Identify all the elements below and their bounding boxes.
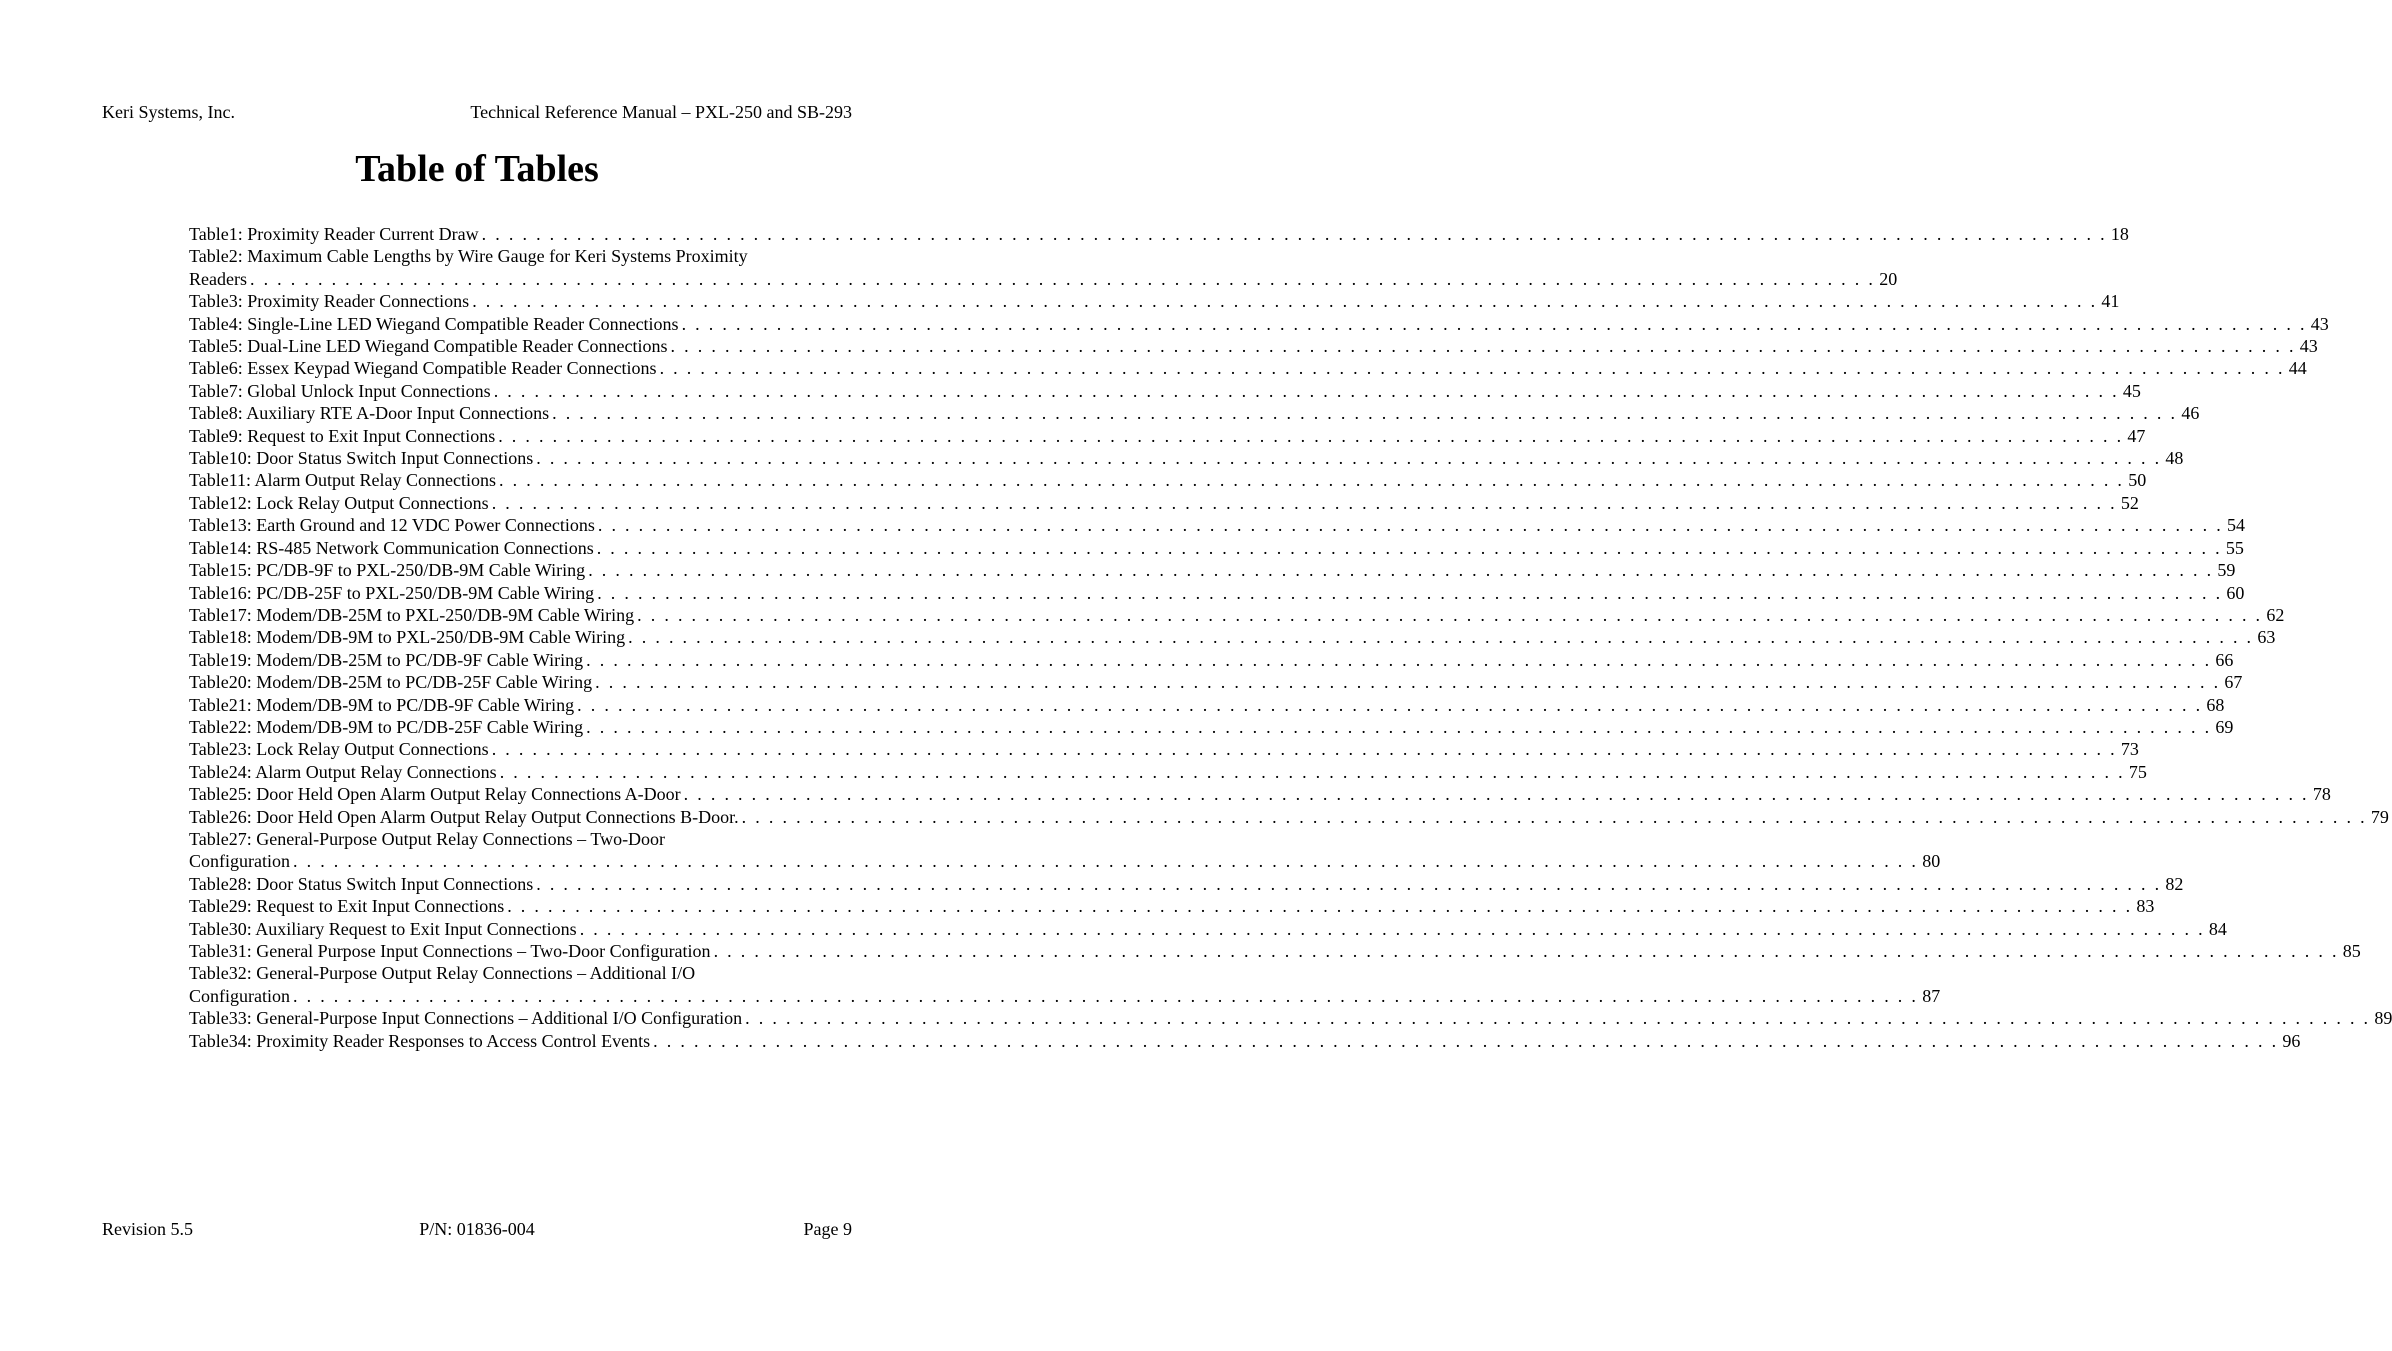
toc-entry[interactable]	[189, 335, 2318, 357]
toc-entry-line	[189, 806, 2389, 828]
dot-leader: . . . . . . . . . . . . . . . . . . . . . . . . . . . . . . . . . . . . . . . . . . . . . . . . . . . . . . . . . . . . . . . . . . . . . . . . . . . . . . . . . . . . . . . . . . . . . . . . . . . . . . . . . . . . . . . . . . . . . . . .	[683, 784, 2309, 805]
toc-entry-line	[189, 716, 2234, 738]
toc-entry-title: Table5: Dual-Line LED Wiegand Compatible Reader Connections	[189, 336, 668, 357]
dot-leader: . . . . . . . . . . . . . . . . . . . . . . . . . . . . . . . . . . . . . . . . . . . . . . . . . . . . . . . . . . . . . . . . . . . . . . . . . . . . . . . . . . . . . . . . . . . . . . . . . . . . . . . . . . . . . . . . . . . . . . . .	[670, 336, 2296, 357]
toc-entry-line	[189, 223, 2129, 245]
toc-entry[interactable]	[189, 761, 2147, 783]
toc-entry-page-number: 69	[2215, 716, 2234, 737]
toc-entry[interactable]	[189, 649, 2234, 671]
toc-entry-page-number: 48	[2165, 448, 2184, 469]
toc-entry-page-number: 66	[2215, 649, 2234, 670]
toc-entry-title: Table10: Door Status Switch Input Connections	[189, 448, 534, 469]
toc-entry-page-number: 75	[2128, 761, 2147, 782]
toc-entry-title: Table23: Lock Relay Output Connections	[189, 739, 489, 760]
toc-entry-line	[189, 402, 2200, 424]
toc-entry[interactable]	[189, 492, 2139, 514]
toc-entry-title: Table29: Request to Exit Input Connections	[189, 896, 505, 917]
toc-entry-page-number: 62	[2266, 604, 2285, 625]
toc-entry-page-number: 54	[2227, 515, 2246, 536]
toc-entry-line	[189, 313, 2329, 335]
toc-entry-line	[189, 604, 2285, 626]
toc-entry-line	[189, 335, 2318, 357]
toc-entry-title: Table4: Single-Line LED Wiegand Compatible Reader Connections	[189, 313, 679, 334]
toc-entry-line	[189, 626, 2276, 648]
dot-leader: . . . . . . . . . . . . . . . . . . . . . . . . . . . . . . . . . . . . . . . . . . . . . . . . . . . . . . . . . . . . . . . . . . . . . . . . . . . . . . . . . . . . . . . . . . . . . . . . . . . . . . . . . . . . . . . . . . . . . . . .	[586, 649, 2212, 670]
dot-leader: . . . . . . . . . . . . . . . . . . . . . . . . . . . . . . . . . . . . . . . . . . . . . . . . . . . . . . . . . . . . . . . . . . . . . . . . . . . . . . . . . . . . . . . . . . . . . . . . . . . . . . . . . . . . . . . . . . . . . . . .	[536, 448, 2162, 469]
toc-entry[interactable]	[189, 357, 2307, 379]
toc-entry[interactable]	[189, 738, 2139, 760]
toc-entry-line	[189, 537, 2244, 559]
toc-entry-line	[189, 918, 2227, 940]
header-manual-title: Technical Reference Manual – PXL-250 and SB-293	[470, 102, 852, 122]
toc-entry-line	[189, 985, 1941, 1007]
toc-entry[interactable]	[189, 559, 2236, 581]
toc-entry-line	[189, 559, 2236, 581]
toc-entry-title: Table1: Proximity Reader Current Draw	[189, 224, 479, 244]
page-footer	[102, 1217, 852, 1241]
toc-entry-line	[189, 895, 2155, 917]
toc-entry-title: Table19: Modem/DB-25M to PC/DB-9F Cable Wiring	[189, 649, 584, 670]
toc-entry-page-number: 67	[2224, 672, 2243, 693]
toc-entry[interactable]	[189, 1030, 2301, 1052]
header-company: Keri Systems, Inc.	[102, 102, 235, 122]
toc-entry-title: Table34: Proximity Reader Responses to Access Control Events	[189, 1030, 651, 1051]
toc-entry-title: Table7: Global Unlock Input Connections	[189, 380, 491, 401]
toc-entry-page-number: 20	[1879, 268, 1898, 289]
toc-entry-page-number: 83	[2136, 896, 2155, 917]
toc-entry-page-number: 68	[2206, 694, 2225, 715]
toc-entry[interactable]	[189, 626, 2276, 648]
footer-page-number: Page 9	[803, 1219, 852, 1239]
footer-revision: Revision 5.5	[102, 1219, 194, 1239]
toc-entry-title: Table33: General-Purpose Input Connections – Additional I/O Configuration	[189, 1008, 743, 1029]
toc-entry-title: Table20: Modem/DB-25M to PC/DB-25F Cable Wiring	[189, 672, 593, 693]
toc-entry-line	[189, 290, 2120, 312]
toc-entry-page-number: 89	[2374, 1008, 2392, 1029]
toc-entry-line	[189, 447, 2184, 469]
dot-leader: . . . . . . . . . . . . . . . . . . . . . . . . . . . . . . . . . . . . . . . . . . . . . . . . . . . . . . . . . . . . . . . . . . . . . . . . . . . . . . . . . . . . . . . . . . . . . . . . . . . . . . . . . . . . . . . . . . . . . . . .	[637, 604, 2263, 625]
toc-entry-page-number: 55	[2225, 537, 2244, 558]
toc-entry-page-number: 59	[2217, 560, 2236, 581]
toc-entry-page-number: 82	[2165, 873, 2184, 894]
toc-entry-title: Table22: Modem/DB-9M to PC/DB-25F Cable Wiring	[189, 716, 584, 737]
toc-entry-title-line: Table32: General-Purpose Output Relay Connections – Additional I/O	[189, 963, 696, 984]
toc-entry-title: Configuration	[189, 851, 290, 872]
toc-entry[interactable]	[189, 290, 2120, 312]
toc-entry-title: Table9: Request to Exit Input Connections	[189, 425, 496, 446]
footer-part-number: P/N: 01836-004	[419, 1219, 535, 1239]
toc-entry-title: Table15: PC/DB-9F to PXL-250/DB-9M Cable Wiring	[189, 560, 586, 581]
toc-entry-line	[189, 850, 1941, 872]
dot-leader: . . . . . . . . . . . . . . . . . . . . . . . . . . . . . . . . . . . . . . . . . . . . . . . . . . . . . . . . . . . . . . . . . . . . . . . . . . . . . . . . . . . . . . . . . . . . . . . . . . . . . . . . . . . . . . . . . . . . . . . .	[498, 425, 2124, 446]
table-of-tables-list	[189, 223, 2392, 1052]
toc-entry[interactable]	[189, 806, 2389, 828]
toc-entry-page-number: 41	[2101, 291, 2120, 312]
toc-entry-title: Table26: Door Held Open Alarm Output Relay Output Connections B-Door.	[189, 806, 739, 827]
toc-entry-line	[189, 761, 2147, 783]
toc-entry-title-line: Table2: Maximum Cable Lengths by Wire Gauge for Keri Systems Proximity	[189, 246, 748, 267]
dot-leader: . . . . . . . . . . . . . . . . . . . . . . . . . . . . . . . . . . . . . . . . . . . . . . . . . . . . . . . . . . . . . . . . . . . . . . . . . . . . . . . . . . . . . . . . . . . . . . . . . . . . . . . . . . . . . . . . . . . . . . . .	[499, 470, 2125, 491]
toc-entry-page-number: 87	[1922, 985, 1941, 1006]
toc-entry[interactable]	[189, 694, 2225, 716]
toc-entry-page-number: 96	[2282, 1030, 2301, 1051]
toc-entry[interactable]	[189, 313, 2329, 335]
toc-entry[interactable]	[189, 783, 2331, 805]
dot-leader: . . . . . . . . . . . . . . . . . . . . . . . . . . . . . . . . . . . . . . . . . . . . . . . . . . . . . . . . . . . . . . . . . . . . . . . . . . . . . . . . . . . . . . . . . . . . . . . . . . . . . . . . . . . . . . . . . . . . . . . .	[491, 739, 2117, 760]
toc-entry-page-number: 84	[2208, 918, 2227, 939]
dot-leader: . . . . . . . . . . . . . . . . . . . . . . . . . . . . . . . . . . . . . . . . . . . . . . . . . . . . . . . . . . . . . . . . . . . . . . . . . . . . . . . . . . . . . . . . . . . . . . . . . . . . . . . . . . . . . . . . . . . . . . . .	[628, 627, 2254, 648]
toc-entry-title: Table13: Earth Ground and 12 VDC Power Connections	[189, 515, 595, 536]
toc-entry-line	[189, 694, 2225, 716]
toc-entry[interactable]	[189, 469, 2147, 491]
toc-entry-title: Readers	[189, 268, 247, 289]
toc-entry[interactable]	[189, 1007, 2392, 1029]
toc-entry-line	[189, 469, 2147, 491]
toc-entry-page-number: 45	[2122, 380, 2141, 401]
dot-leader: . . . . . . . . . . . . . . . . . . . . . . . . . . . . . . . . . . . . . . . . . . . . . . . . . . . . . . . . . . . . . . . . . . . . . . . . . . . . . . . . . . . . . . . . . . . . . . . . . . . . . . . . . . . . . . . . . . . . . . . .	[472, 291, 2098, 312]
toc-entry-page-number: 43	[2299, 336, 2318, 357]
toc-entry[interactable]	[189, 828, 1941, 873]
toc-entry-page-number: 73	[2120, 739, 2139, 760]
dot-leader: . . . . . . . . . . . . . . . . . . . . . . . . . . . . . . . . . . . . . . . . . . . . . . . . . . . . . . . . . . . . . . . . . . . . . . . . . . . . . . . . . . . . . . . . . . . . . . . . . . . . . . . . . . . . . . . . . . . . . . . .	[293, 985, 1919, 1006]
toc-entry-title: Table30: Auxiliary Request to Exit Input Connections	[189, 918, 577, 939]
toc-entry[interactable]	[189, 402, 2200, 424]
toc-entry[interactable]	[189, 895, 2155, 917]
toc-entry-line	[189, 357, 2307, 379]
toc-entry-title: Table28: Door Status Switch Input Connections	[189, 873, 534, 894]
dot-leader: . . . . . . . . . . . . . . . . . . . . . . . . . . . . . . . . . . . . . . . . . . . . . . . . . . . . . . . . . . . . . . . . . . . . . . . . . . . . . . . . . . . . . . . . . . . . . . . . . . . . . . . . . . . . . . . . . . . . . . . .	[653, 1030, 2279, 1051]
dot-leader: . . . . . . . . . . . . . . . . . . . . . . . . . . . . . . . . . . . . . . . . . . . . . . . . . . . . . . . . . . . . . . . . . . . . . . . . . . . . . . . . . . . . . . . . . . . . . . . . . . . . . . . . . . . . . . . . . . . . . . . .	[499, 761, 2125, 782]
toc-entry[interactable]	[189, 425, 2146, 447]
dot-leader: . . . . . . . . . . . . . . . . . . . . . . . . . . . . . . . . . . . . . . . . . . . . . . . . . . . . . . . . . . . . . . . . . . . . . . . . . . . . . . . . . . . . . . . . . . . . . . . . . . . . . . . . . . . . . . . . . . . . . . . .	[596, 537, 2222, 558]
toc-entry-page-number: 63	[2257, 627, 2276, 648]
toc-entry-title: Table31: General Purpose Input Connections – Two-Door Configuration	[189, 941, 711, 961]
toc-entry-page-number: 43	[2310, 313, 2329, 334]
dot-leader: . . . . . . . . . . . . . . . . . . . . . . . . . . . . . . . . . . . . . . . . . . . . . . . . . . . . . . . . . . . . . . . . . . . . . . . . . . . . . . . . . . . . . . . . . . . . . . . . . . . . . . . . . . . . . . . . . . . . . . . .	[481, 224, 2107, 244]
dot-leader: . . . . . . . . . . . . . . . . . . . . . . . . . . . . . . . . . . . . . . . . . . . . . . . . . . . . . . . . . . . . . . . . . . . . . . . . . . . . . . . . . . . . . . . . . . . . . . . . . . . . . . . . . . . . . . . . . . . . . . . .	[293, 851, 1919, 872]
toc-entry-title: Table24: Alarm Output Relay Connections	[189, 761, 497, 782]
toc-entry-page-number: 80	[1922, 851, 1941, 872]
dot-leader: . . . . . . . . . . . . . . . . . . . . . . . . . . . . . . . . . . . . . . . . . . . . . . . . . . . . . . . . . . . . . . . . . . . . . . . . . . . . . . . . . . . . . . . . . . . . . . . . . . . . . . . . . . . . . . . . . . . . . . . .	[536, 873, 2162, 894]
dot-leader: . . . . . . . . . . . . . . . . . . . . . . . . . . . . . . . . . . . . . . . . . . . . . . . . . . . . . . . . . . . . . . . . . . . . . . . . . . . . . . . . . . . . . . . . . . . . . . . . . . . . . . . . . . . . . . . . . . . . . . . .	[507, 896, 2133, 917]
toc-entry-line	[189, 492, 2139, 514]
toc-entry-title: Table11: Alarm Output Relay Connections	[189, 470, 497, 491]
toc-entry-line	[189, 873, 2184, 895]
toc-entry-title: Table3: Proximity Reader Connections	[189, 291, 470, 312]
dot-leader: . . . . . . . . . . . . . . . . . . . . . . . . . . . . . . . . . . . . . . . . . . . . . . . . . . . . . . . . . . . . . . . . . . . . . . . . . . . . . . . . . . . . . . . . . . . . . . . . . . . . . . . . . . . . . . . . . . . . . . . .	[491, 492, 2117, 513]
toc-entry[interactable]	[189, 223, 2129, 245]
toc-entry-line	[189, 940, 2361, 962]
dot-leader: . . . . . . . . . . . . . . . . . . . . . . . . . . . . . . . . . . . . . . . . . . . . . . . . . . . . . . . . . . . . . . . . . . . . . . . . . . . . . . . . . . . . . . . . . . . . . . . . . . . . . . . . . . . . . . . . . . . . . . . .	[588, 560, 2214, 581]
toc-entry-line	[189, 380, 2141, 402]
toc-entry-line	[189, 783, 2331, 805]
dot-leader: . . . . . . . . . . . . . . . . . . . . . . . . . . . . . . . . . . . . . . . . . . . . . . . . . . . . . . . . . . . . . . . . . . . . . . . . . . . . . . . . . . . . . . . . . . . . . . . . . . . . . . . . . . . . . . . . . . . . . . . .	[493, 380, 2119, 401]
toc-entry-title: Configuration	[189, 985, 290, 1006]
toc-entry-page-number: 50	[2128, 470, 2147, 491]
toc-entry[interactable]	[189, 582, 2245, 604]
toc-entry[interactable]	[189, 447, 2184, 469]
toc-entry-title-line: Table27: General-Purpose Output Relay Connections – Two-Door	[189, 828, 666, 849]
toc-entry[interactable]	[189, 604, 2285, 626]
dot-leader: . . . . . . . . . . . . . . . . . . . . . . . . . . . . . . . . . . . . . . . . . . . . . . . . . . . . . . . . . . . . . . . . . . . . . . . . . . . . . . . . . . . . . . . . . . . . . . . . . . . . . . . . . . . . . . . . . . . . . . . .	[659, 358, 2285, 379]
toc-entry-line	[189, 649, 2234, 671]
toc-entry-page-number: 52	[2120, 492, 2139, 513]
toc-entry-title: Table8: Auxiliary RTE A-Door Input Connections	[189, 403, 550, 424]
toc-entry-title: Table6: Essex Keypad Wiegand Compatible Reader Connections	[189, 358, 657, 379]
toc-entry-title: Table14: RS-485 Network Communication Connections	[189, 537, 594, 558]
dot-leader: . . . . . . . . . . . . . . . . . . . . . . . . . . . . . . . . . . . . . . . . . . . . . . . . . . . . . . . . . . . . . . . . . . . . . . . . . . . . . . . . . . . . . . . . . . . . . . . . . . . . . . . . . . . . . . . . . . . . . . . .	[552, 403, 2178, 424]
toc-entry-line	[189, 1030, 2301, 1052]
toc-entry-title: Table16: PC/DB-25F to PXL-250/DB-9M Cable Wiring	[189, 582, 595, 603]
toc-entry-line	[189, 582, 2245, 604]
dot-leader: . . . . . . . . . . . . . . . . . . . . . . . . . . . . . . . . . . . . . . . . . . . . . . . . . . . . . . . . . . . . . . . . . . . . . . . . . . . . . . . . . . . . . . . . . . . . . . . . . . . . . . . . . . . . . . . . . . . . . . . .	[586, 716, 2212, 737]
toc-entry[interactable]	[189, 962, 1941, 1007]
toc-entry-page-number: 85	[2342, 941, 2361, 961]
toc-entry[interactable]	[189, 514, 2246, 536]
toc-entry-line	[189, 1007, 2392, 1029]
toc-entry-title: Table25: Door Held Open Alarm Output Relay Connections A-Door	[189, 784, 681, 805]
dot-leader: . . . . . . . . . . . . . . . . . . . . . . . . . . . . . . . . . . . . . . . . . . . . . . . . . . . . . . . . . . . . . . . . . . . . . . . . . . . . . . . . . . . . . . . . . . . . . . . . . . . . . . . . . . . . . . . . . . . . . . . .	[713, 941, 2339, 961]
dot-leader: . . . . . . . . . . . . . . . . . . . . . . . . . . . . . . . . . . . . . . . . . . . . . . . . . . . . . . . . . . . . . . . . . . . . . . . . . . . . . . . . . . . . . . . . . . . . . . . . . . . . . . . . . . . . . . . . . . . . . . . .	[579, 918, 2205, 939]
dot-leader: . . . . . . . . . . . . . . . . . . . . . . . . . . . . . . . . . . . . . . . . . . . . . . . . . . . . . . . . . . . . . . . . . . . . . . . . . . . . . . . . . . . . . . . . . . . . . . . . . . . . . . . . . . . . . . . . . . . . . . . .	[681, 313, 2307, 334]
toc-entry-title: Table21: Modem/DB-9M to PC/DB-9F Cable Wiring	[189, 694, 575, 715]
toc-entry[interactable]	[189, 940, 2361, 962]
toc-entry-page-number: 79	[2370, 806, 2389, 827]
page-header	[102, 100, 852, 124]
toc-entry[interactable]	[189, 537, 2244, 559]
toc-entry[interactable]	[189, 245, 1898, 290]
dot-leader: . . . . . . . . . . . . . . . . . . . . . . . . . . . . . . . . . . . . . . . . . . . . . . . . . . . . . . . . . . . . . . . . . . . . . . . . . . . . . . . . . . . . . . . . . . . . . . . . . . . . . . . . . . . . . . . . . . . . . . . .	[595, 672, 2221, 693]
dot-leader: . . . . . . . . . . . . . . . . . . . . . . . . . . . . . . . . . . . . . . . . . . . . . . . . . . . . . . . . . . . . . . . . . . . . . . . . . . . . . . . . . . . . . . . . . . . . . . . . . . . . . . . . . . . . . . . . . . . . . . . .	[741, 806, 2367, 827]
toc-entry-page-number: 18	[2110, 224, 2129, 244]
toc-entry[interactable]	[189, 380, 2141, 402]
dot-leader: . . . . . . . . . . . . . . . . . . . . . . . . . . . . . . . . . . . . . . . . . . . . . . . . . . . . . . . . . . . . . . . . . . . . . . . . . . . . . . . . . . . . . . . . . . . . . . . . . . . . . . . . . . . . . . . . . . . . . . . .	[597, 515, 2224, 536]
dot-leader: . . . . . . . . . . . . . . . . . . . . . . . . . . . . . . . . . . . . . . . . . . . . . . . . . . . . . . . . . . . . . . . . . . . . . . . . . . . . . . . . . . . . . . . . . . . . . . . . . . . . . . . . . . . . . . . . . . . . . . . .	[745, 1008, 2371, 1029]
toc-entry-page-number: 44	[2288, 358, 2307, 379]
toc-entry-line	[189, 738, 2139, 760]
page-title: Table of Tables	[355, 148, 599, 190]
dot-leader: . . . . . . . . . . . . . . . . . . . . . . . . . . . . . . . . . . . . . . . . . . . . . . . . . . . . . . . . . . . . . . . . . . . . . . . . . . . . . . . . . . . . . . . . . . . . . . . . . . . . . . . . . . . . . . . . . . . . . . . .	[577, 694, 2203, 715]
toc-entry-title: Table18: Modem/DB-9M to PXL-250/DB-9M Cable Wiring	[189, 627, 626, 648]
toc-entry-line	[189, 671, 2243, 693]
toc-entry-page-number: 47	[2127, 425, 2146, 446]
toc-entry-title: Table12: Lock Relay Output Connections	[189, 492, 489, 513]
toc-entry-line	[189, 425, 2146, 447]
toc-entry-page-number: 78	[2312, 784, 2331, 805]
toc-entry[interactable]	[189, 873, 2184, 895]
toc-entry-line	[189, 268, 1898, 290]
toc-entry[interactable]	[189, 918, 2227, 940]
toc-entry[interactable]	[189, 671, 2243, 693]
dot-leader: . . . . . . . . . . . . . . . . . . . . . . . . . . . . . . . . . . . . . . . . . . . . . . . . . . . . . . . . . . . . . . . . . . . . . . . . . . . . . . . . . . . . . . . . . . . . . . . . . . . . . . . . . . . . . . . . . . . . . . . .	[597, 582, 2223, 603]
toc-entry-page-number: 60	[2226, 582, 2245, 603]
toc-entry-page-number: 46	[2181, 403, 2200, 424]
toc-entry[interactable]	[189, 716, 2234, 738]
dot-leader: . . . . . . . . . . . . . . . . . . . . . . . . . . . . . . . . . . . . . . . . . . . . . . . . . . . . . . . . . . . . . . . . . . . . . . . . . . . . . . . . . . . . . . . . . . . . . . . . . . . . . . . . . . . . . . . . . . . . . . . .	[249, 268, 1876, 289]
toc-entry-title: Table17: Modem/DB-25M to PXL-250/DB-9M Cable Wiring	[189, 604, 635, 625]
toc-entry-line	[189, 514, 2246, 536]
